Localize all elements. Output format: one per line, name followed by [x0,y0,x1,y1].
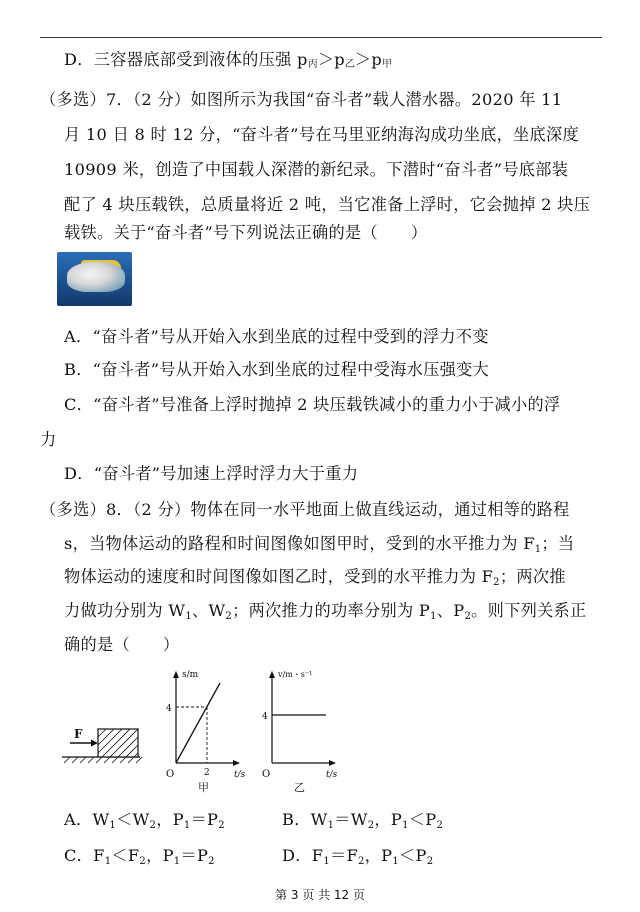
yi-ylabel: v/m・s⁻¹ [278,670,313,679]
graph-jia [166,670,246,794]
jia-ylabel: s/m [182,670,199,680]
force-arrow-head [91,740,98,747]
yi-caption: 乙 [294,781,305,794]
q8-stem-line-4: 力做功分别为 W1、W2；两次推力的功率分别为 P1、P2。则下列关系正 [64,601,587,622]
yi-x-arrow [329,760,336,766]
q7-stem-line-3: 10909 米，创造了中国载人深潜的新纪录。下潜时“奋斗者”号底部装 [64,160,569,179]
ground-hatching [64,757,142,763]
block-diagram [62,727,142,763]
q8-figure [58,665,348,795]
graph-yi [262,670,338,794]
q7-option-b: B．“奋斗者”号从开始入水到坐底的过程中受海水压强变大 [64,360,490,379]
jia-x-arrow [233,760,240,766]
q8-stem-line-2: s，当物体运动的路程和时间图像如图甲时，受到的水平推力为 F1；当 [64,534,575,555]
q8-option-b: B．W1＝W2，P1＜P2 [282,810,444,831]
q7-stem-line-2: 月 10 日 8 时 12 分，“奋斗者”号在马里亚纳海沟成功坐底，坐底深度 [64,125,580,144]
prev-option-d: D．三容器底部受到液体的压强 $p_丙>p_乙>p_甲$ [64,50,393,70]
q7-option-d: D．“奋斗者”号加速上浮时浮力大于重力 [64,464,359,483]
jia-origin: O [166,769,175,780]
yi-y-arrow [269,671,275,678]
q7-option-c-line-1: C．“奋斗者”号准备上浮时抛掉 2 块压载铁减小的重力小于减小的浮 [64,395,561,414]
jia-caption: 甲 [198,781,209,794]
q8-stem-line-3: 物体运动的速度和时间图像如图乙时，受到的水平推力为 F2；两次推 [64,567,566,588]
jia-xlabel: t/s [234,770,246,780]
jia-y-arrow [173,671,179,678]
yi-xlabel: t/s [326,770,338,780]
q7-option-c-line-2: 力 [40,430,57,449]
q8-option-a: A．W1＜W2，P1＝P2 [64,810,225,831]
submersible-photo [57,252,132,306]
yi-origin: O [262,769,271,780]
q8-option-c: C．F1＜F2，P1＝P2 [64,846,215,867]
q8-option-d: D．F1＝F2，P1＜P2 [282,846,434,867]
jia-y-tick: 4 [166,704,172,714]
jia-x-tick: 2 [204,768,210,778]
header-rule [40,37,602,38]
jia-line [176,683,220,763]
yi-y-tick: 4 [262,712,268,722]
q8-stem-line-1: （多选）8．（2 分）物体在同一水平地面上做直线运动，通过相等的路程 [40,500,570,519]
force-label: F [74,727,83,741]
q7-stem-line-5: 载铁。关于“奋斗者”号下列说法正确的是（ ） [64,223,428,242]
submersible-body [67,262,125,292]
q8-stem-line-5: 确的是（ ） [64,635,180,654]
q7-stem-line-1: （多选）7．（2 分）如图所示为我国“奋斗者”载人潜水器。2020 年 11 [40,90,563,109]
q7-option-a: A．“奋斗者”号从开始入水到坐底的过程中受到的浮力不变 [64,327,489,346]
q7-stem-line-4: 配了 4 块压载铁，总质量将近 2 吨，当它准备上浮时，它会抛掉 2 块压 [64,195,591,214]
page-footer: 第 3 页 共 12 页 [275,888,365,902]
